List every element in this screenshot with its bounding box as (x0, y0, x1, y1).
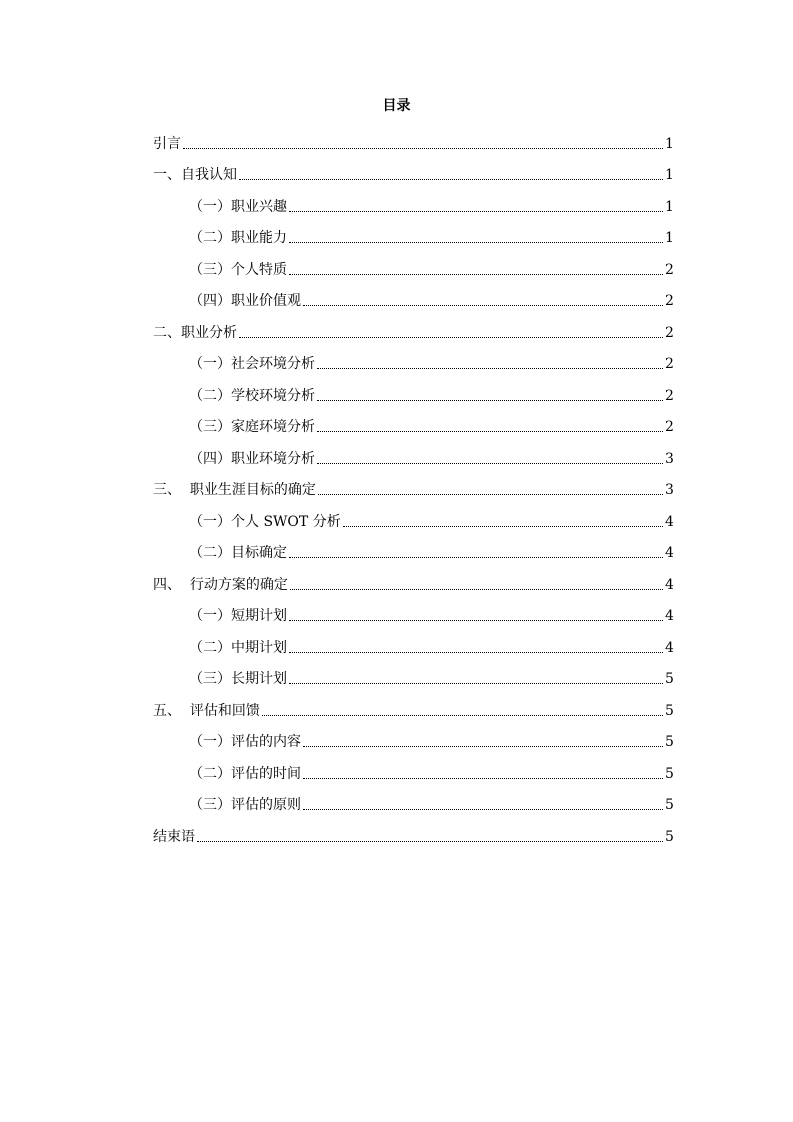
toc-leader-dots (183, 148, 663, 149)
toc-entry-page: 5 (665, 765, 674, 782)
toc-entry-page: 1 (665, 198, 674, 215)
toc-entry-page: 1 (665, 135, 674, 152)
toc-entry-label: 五、 评估和回馈 (153, 702, 260, 719)
toc-leader-dots (317, 431, 663, 432)
toc-entry[interactable] (153, 185, 673, 217)
toc-entry-label: 三、 职业生涯目标的确定 (153, 482, 316, 498)
toc-leader-dots (289, 211, 663, 212)
toc-entry[interactable] (153, 343, 673, 375)
toc-title: 目录 (382, 98, 411, 114)
toc-entry[interactable] (153, 658, 673, 690)
toc-entry[interactable] (153, 280, 673, 312)
toc-entry-label: （三）家庭环境分析 (189, 419, 315, 435)
toc-entry-label: 二、职业分析 (153, 324, 237, 341)
toc-entry[interactable] (153, 437, 673, 469)
toc-entry-label: （一）个人 SWOT 分析 (189, 513, 341, 530)
toc-entry[interactable] (153, 374, 673, 406)
toc-leader-dots (318, 494, 663, 495)
toc-entry[interactable] (153, 563, 673, 595)
toc-entry-page: 2 (665, 387, 674, 404)
toc-entry-label: （二）职业能力 (189, 230, 287, 246)
toc-entry-page: 5 (665, 734, 674, 750)
toc-entry-page: 3 (665, 482, 674, 498)
toc-entry-label: （一）社会环境分析 (189, 356, 315, 372)
toc-entry-label: （四）职业环境分析 (189, 450, 315, 467)
toc-entry[interactable] (153, 595, 673, 627)
toc-leader-dots (303, 305, 663, 306)
toc-leader-dots (197, 841, 663, 842)
toc-entry-page: 2 (665, 419, 674, 435)
toc-entry-label: （三）评估的原则 (189, 797, 301, 813)
toc-leader-dots (343, 526, 663, 527)
toc-entry[interactable] (153, 248, 673, 280)
toc-leader-dots (317, 400, 663, 401)
toc-entry-label: 四、 行动方案的确定 (153, 576, 288, 593)
toc-leader-dots (303, 778, 663, 779)
toc-entry-page: 2 (665, 293, 674, 309)
toc-entry-label: （一）短期计划 (189, 608, 287, 624)
toc-entry-page: 4 (665, 608, 674, 624)
toc-leader-dots (290, 589, 663, 590)
toc-entry[interactable] (153, 532, 673, 564)
toc-entry-page: 2 (665, 356, 674, 372)
toc-leader-dots (289, 274, 663, 275)
toc-entry[interactable] (153, 626, 673, 658)
toc-entry-page: 5 (665, 702, 674, 719)
toc-entry-label: （二）评估的时间 (189, 765, 301, 782)
toc-entry[interactable] (153, 122, 673, 154)
toc-leader-dots (303, 809, 663, 810)
toc-entry-page: 4 (665, 513, 674, 530)
toc-entry[interactable] (153, 784, 673, 816)
toc-entry-page: 2 (665, 324, 674, 341)
toc-entry-page: 1 (665, 230, 674, 246)
toc-entry-label: 结束语 (153, 828, 195, 845)
toc-entry-page: 5 (665, 797, 674, 813)
toc-entry-page: 4 (665, 639, 674, 656)
toc-entry[interactable] (153, 469, 673, 501)
toc-leader-dots (289, 652, 663, 653)
toc-leader-dots (303, 746, 663, 747)
toc-leader-dots (239, 179, 663, 180)
toc-entry-page: 5 (665, 828, 674, 845)
toc-entry-label: 引言 (153, 135, 181, 152)
toc-entry[interactable] (153, 311, 673, 343)
toc-entry[interactable] (153, 689, 673, 721)
toc-entry-label: （二）目标确定 (189, 545, 287, 561)
toc-entry[interactable] (153, 154, 673, 186)
toc-entry-page: 4 (665, 545, 674, 561)
toc-entry-page: 2 (665, 261, 674, 278)
toc-entry-label: （二）中期计划 (189, 639, 287, 656)
toc-leader-dots (289, 242, 663, 243)
toc-entry[interactable] (153, 217, 673, 249)
toc-entry-page: 5 (665, 671, 674, 687)
toc-leader-dots (317, 463, 663, 464)
toc-entry-label: （一）职业兴趣 (189, 198, 287, 215)
toc-entry[interactable] (153, 721, 673, 753)
toc-entry[interactable] (153, 500, 673, 532)
toc-entry-label: （四）职业价值观 (189, 293, 301, 309)
toc-entry-label: （一）评估的内容 (189, 734, 301, 750)
toc-leader-dots (289, 557, 663, 558)
toc-entry-page: 4 (665, 576, 674, 593)
table-of-contents (153, 122, 673, 847)
toc-entry-label: （三）个人特质 (189, 261, 287, 278)
toc-entry-page: 1 (665, 167, 674, 183)
toc-entry-label: （三）长期计划 (189, 671, 287, 687)
toc-entry-page: 3 (665, 450, 674, 467)
toc-entry[interactable] (153, 815, 673, 847)
toc-entry[interactable] (153, 752, 673, 784)
toc-leader-dots (317, 368, 663, 369)
toc-leader-dots (262, 715, 663, 716)
toc-leader-dots (289, 683, 663, 684)
toc-leader-dots (239, 337, 663, 338)
toc-entry[interactable] (153, 406, 673, 438)
toc-entry-label: （二）学校环境分析 (189, 387, 315, 404)
toc-entry-label: 一、自我认知 (153, 167, 237, 183)
toc-leader-dots (289, 620, 663, 621)
